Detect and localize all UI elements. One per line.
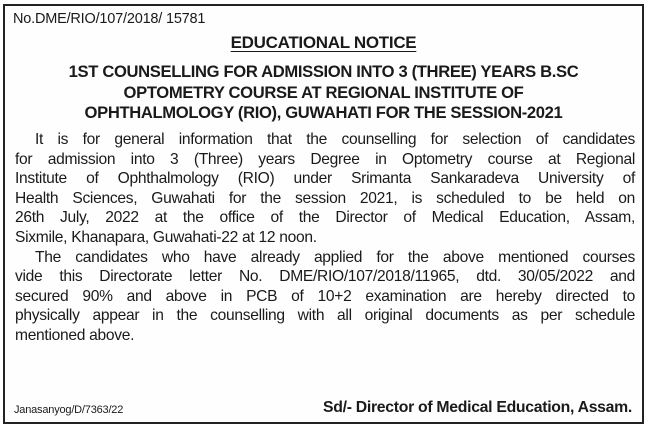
notice-subject [13,62,634,124]
educational-notice [3,4,644,424]
publisher-code: Janasanyog/D/7363/22 [14,404,124,416]
signatory: Sd/- Director of Medical Education, Assam. [323,399,632,416]
paragraph-line: vide this Directorate letter No. DME/RIO/107/2018/11965, dtd. 30/05/2022 and [15,268,635,286]
subject-line: OPTOMETRY COURSE AT REGIONAL INSTITUTE OF [123,82,524,102]
notice-heading-text: EDUCATIONAL NOTICE [230,33,417,52]
notice-heading [5,33,642,53]
paragraph-2 [15,248,635,346]
paragraph-line: Institute of Ophthalmology (RIO) under Srimanta Sankaradeva University of [15,170,635,188]
notice-body [15,130,635,346]
paragraph-line: The candidates who have already applied for the above mentioned courses [35,248,635,266]
paragraph-line: for admission into 3 (Three) years Degree in Optometry course at Regional [15,150,635,168]
paragraph-line: secured 90% and above in PCB of 10+2 examination are hereby directed to [15,287,635,305]
paragraph-1 [15,130,635,248]
reference-number: No.DME/RIO/107/2018/ 15781 [13,11,206,27]
paragraph-line: physically appear in the counselling with all original documents as per schedule [15,307,635,325]
paragraph-line: Health Sciences, Guwahati for the session 2021, is scheduled to be held on [15,189,635,207]
paragraph-line: 26th July, 2022 at the office of the Director of Medical Education, Assam, [15,209,635,227]
paragraph-line: mentioned above. [15,326,135,344]
subject-line: OPHTHALMOLOGY (RIO), GUWAHATI FOR THE SESSION-2021 [84,103,563,122]
paragraph-line: It is for general information that the counselling for selection of candidates [35,131,635,148]
subject-line: 1ST COUNSELLING FOR ADMISSION INTO 3 (THREE) YEARS B.SC [68,62,579,81]
paragraph-line: Sixmile, Khanapara, Guwahati-22 at 12 noon. [15,228,317,246]
